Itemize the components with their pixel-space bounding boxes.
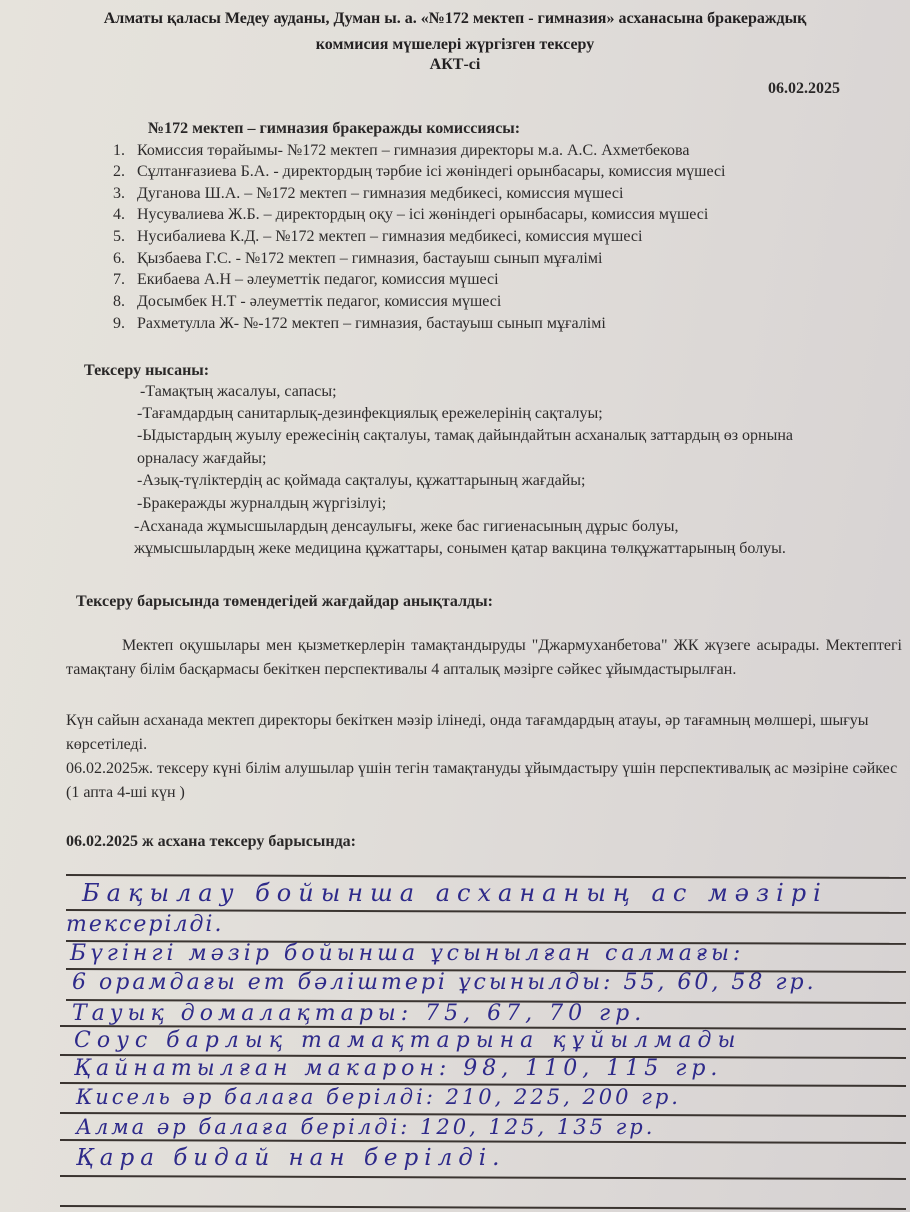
commission-member: 3. Дуганова Ш.А. – №172 мектеп – гимназия медбикесі, комиссия мүшесі [113,185,624,202]
inspection-object-item: -Тағамдардың санитарлық-дезинфекциялық ережелерінің сақталуы; [137,405,603,422]
document-title-line3: АКТ-сі [429,56,481,73]
handwritten-line: Тауық домалақтары: 75, 67, 70 гр. [72,1001,647,1026]
inspection-day-heading: 06.02.2025 ж асхана тексеру барысында: [66,833,356,850]
inspection-object-item: -Тамақтың жасалуы, сапасы; [140,383,337,400]
handwritten-line: Қара бидай нан берілді. [76,1145,506,1171]
inspection-object-item: -Ыдыстардың жуылу ережесінің сақталуы, тамақ дайындайтын асханалық заттардың өз орнына [137,427,794,444]
handwritten-line: Қайнатылған макарон: 98, 110, 115 гр. [74,1056,723,1081]
ruled-line [60,1175,906,1180]
commission-member: 4. Нусувалиева Ж.Б. – директордың оқу – ісі жөніндегі орынбасары, комиссия мүшесі [113,206,709,223]
ruled-line [60,1205,906,1210]
handwritten-line: Алма әр балаға берілді: 120, 125, 135 гр. [76,1115,656,1139]
inspection-object-heading: Тексеру нысаны: [84,362,210,379]
commission-member: 2. Сұлтанғазиева Б.А. - директордың тәрбие ісі жөніндегі орынбасары, комиссия мүшесі [113,163,726,180]
inspection-object-item: -Азық-түліктердің ас қоймада сақталуы, құжаттарының жағдайы; [137,472,586,489]
inspection-object-item: орналасу жағдайы; [137,450,267,467]
commission-member: 9. Рахметулла Ж- №-172 мектеп – гимназия, бастауыш сынып мұғалімі [113,315,606,332]
handwritten-line: Бүгінгі мәзір бойынша ұсынылған салмағы: [70,941,745,966]
findings-paragraph: 06.02.2025ж. тексеру күні білім алушылар үшін тегін тамақтануды ұйымдастыру үшін перспективалық ас мәзіріне сәйкес (1 апта 4-ші күн ) [66,760,898,801]
findings-paragraph: Мектеп оқушылары мен қызметкерлерін тамақтандыруды "Джармуханбетова" ЖК жүзеге асырады. Мектептегі тамақтану білім басқармасы бекіткен перспективалы 4 апталық мәзірге сәйкес ұйымдастырылған. [66,637,902,678]
inspection-object-item: -Бракеражды журналдың жүргізілуі; [137,495,387,512]
document-title-line2: коммисия мүшелері жүргізген тексеру [315,36,595,53]
commission-member: 6. Қызбаева Г.С. - №172 мектеп – гимназия, бастауыш сынып мұғалімі [113,250,603,267]
commission-heading: №172 мектеп – гимназия бракеражды комиссиясы: [148,120,521,137]
commission-member: 1. Комиссия төрайымы- №172 мектеп – гимназия директоры м.а. А.С. Ахметбекова [113,142,690,159]
commission-member: 5. Нусибалиева К.Д. – №172 мектеп – гимназия медбикесі, комиссия мүшесі [113,228,643,245]
handwritten-line: Соус барлық тамақтарына құйылмады [74,1028,742,1053]
inspection-object-item: жұмысшылардың жеке медицина құжаттары, сонымен қатар вакцина төлқұжаттарының болуы. [134,540,786,557]
inspection-object-item: -Асханада жұмысшылардың денсаулығы, жеке бас гигиенасының дұрыс болуы, [134,518,679,535]
document-date: 06.02.2025 [768,80,840,97]
findings-paragraph: Күн сайын асханада мектеп директоры бекіткен мәзір ілінеді, онда тағамдардың атауы, әр тағамның мөлшері, шығуы көрсетіледі. [66,712,869,753]
handwritten-line: 6 орамдағы ет бәліштері ұсынылды: 55, 60, 58 гр. [72,970,817,995]
commission-member: 7. Екибаева А.Н – әлеуметтік педагог, комиссия мүшесі [113,271,499,288]
commission-member: 8. Досымбек Н.Т - әлеуметтік педагог, комиссия мүшесі [113,293,502,310]
document-title-line1: Алматы қаласы Медеу ауданы, Думан ы. а. «№172 мектеп - гимназия» асханасына бракераждық [103,10,807,27]
findings-heading: Тексеру барысында төмендегідей жағдайдар анықталды: [76,593,493,610]
handwritten-line: Кисель әр балаға берілді: 210, 225, 200 гр. [76,1085,681,1109]
handwritten-line: Бақылау бойынша асхананың ас мәзірі [82,879,828,907]
handwritten-line: тексерілді. [66,912,224,937]
ruled-line [60,1139,906,1144]
